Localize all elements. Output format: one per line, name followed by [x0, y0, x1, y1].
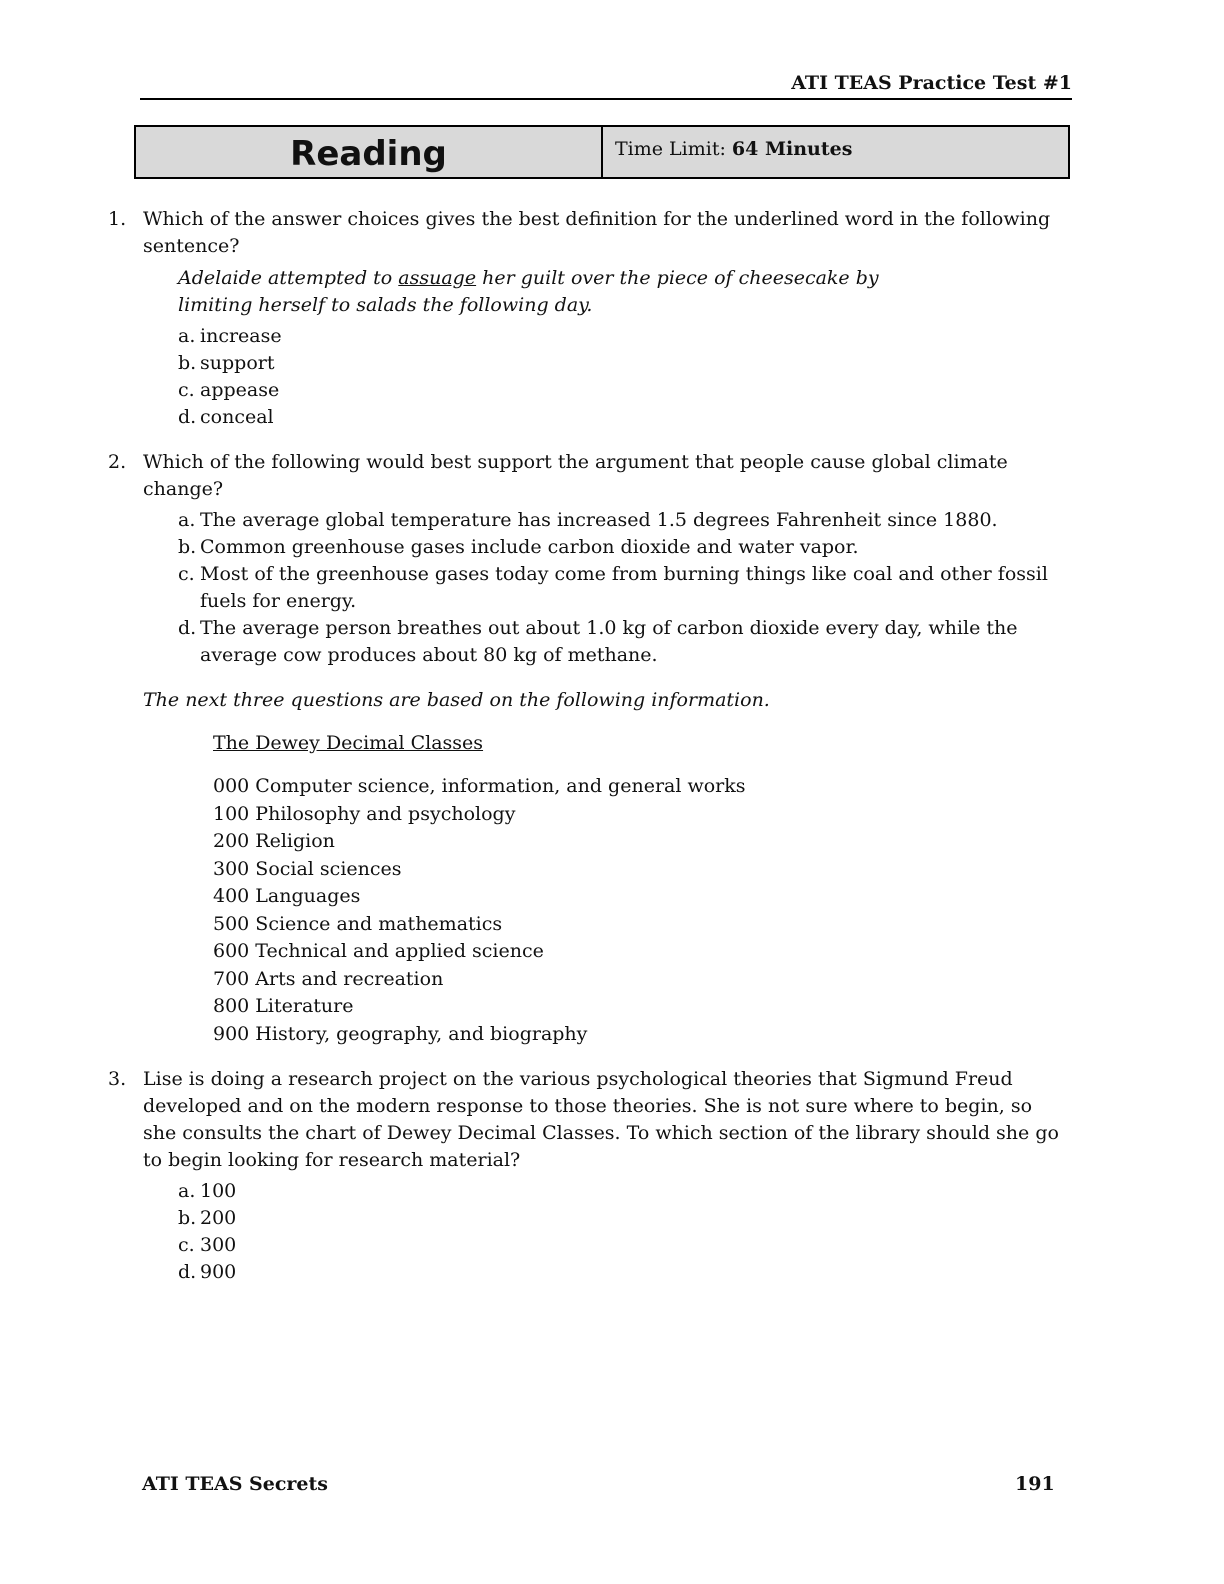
answer-option[interactable]	[178, 323, 1068, 350]
answer-options	[178, 1178, 1068, 1286]
page-content	[108, 206, 1068, 1286]
option-letter: b.	[178, 536, 197, 558]
dewey-class-item: 700 Arts and recreation	[213, 967, 444, 990]
answer-option[interactable]	[178, 561, 1068, 615]
example-sentence	[178, 265, 908, 319]
page-number: 191	[1015, 1473, 1055, 1495]
answer-option[interactable]	[178, 350, 1068, 377]
dewey-class-item: 300 Social sciences	[213, 857, 402, 880]
dewey-class-list	[213, 773, 1068, 1048]
option-letter: d.	[178, 1261, 197, 1283]
answer-option[interactable]	[178, 1205, 1068, 1232]
answer-option[interactable]	[178, 615, 1068, 669]
answer-option[interactable]	[178, 1259, 1068, 1286]
option-text: increase	[200, 325, 282, 347]
option-letter: a.	[178, 1180, 196, 1202]
dewey-class-item: 800 Literature	[213, 995, 354, 1017]
option-text: conceal	[200, 406, 274, 428]
dewey-class-item: 100 Philosophy and psychology	[213, 802, 516, 825]
dewey-class-item: 000 Computer science, information, and general works	[213, 775, 746, 797]
option-letter: c.	[178, 563, 195, 585]
answer-option[interactable]	[178, 404, 1068, 431]
option-text: 200	[200, 1207, 237, 1229]
dewey-class-item: 600 Technical and applied science	[213, 940, 544, 962]
answer-option[interactable]	[178, 1232, 1068, 1259]
option-text: appease	[200, 379, 280, 401]
option-letter: a.	[178, 325, 196, 347]
answer-option[interactable]	[178, 507, 1068, 534]
answer-options	[178, 507, 1068, 669]
underlined-word: assuage	[398, 267, 477, 289]
answer-option[interactable]	[178, 1178, 1068, 1205]
answer-option[interactable]	[178, 377, 1068, 404]
dewey-class-item: 400 Languages	[213, 885, 361, 907]
option-letter: b.	[178, 1207, 197, 1229]
option-text: The average person breathes out about 1.0 kg of carbon dioxide every day, while the average cow produces about 80 kg of methane.	[200, 617, 1018, 666]
option-letter: d.	[178, 617, 197, 639]
time-limit-value: 64 Minutes	[731, 138, 853, 160]
question-1	[108, 206, 1068, 260]
question-number: 3.	[108, 1068, 127, 1090]
answer-option[interactable]	[178, 534, 1068, 561]
dewey-class-item: 200 Religion	[213, 830, 335, 852]
section-title: Reading	[136, 127, 603, 177]
quote-text: her guilt over the piece of cheesecake by limiting herself to salads the following day.	[178, 267, 879, 316]
option-text: support	[200, 352, 275, 374]
time-limit	[603, 127, 852, 177]
option-text: Common greenhouse gases include carbon dioxide and water vapor.	[200, 536, 859, 558]
footer-book-title: ATI TEAS Secrets	[142, 1473, 328, 1495]
option-text: Most of the greenhouse gases today come from burning things like coal and other fossil fuels for energy.	[200, 563, 1048, 612]
question-text: Which of the answer choices gives the best definition for the underlined word in the following sentence?	[143, 208, 1051, 257]
option-letter: a.	[178, 509, 196, 531]
option-letter: b.	[178, 352, 197, 374]
running-header-title: ATI TEAS Practice Test #1	[140, 72, 1072, 100]
dewey-table-title: The Dewey Decimal Classes	[213, 732, 484, 754]
option-letter: c.	[178, 379, 195, 401]
answer-options	[178, 323, 1068, 431]
dewey-class-item: 900 History, geography, and biography	[213, 1022, 588, 1045]
option-text: The average global temperature has increased 1.5 degrees Fahrenheit since 1880.	[200, 509, 998, 531]
passage-intro: The next three questions are based on the following information.	[143, 689, 770, 711]
question-text: Lise is doing a research project on the various psychological theories that Sigmund Freud developed and on the modern response to those theories. She is not sure where to begin, so she consults the chart of Dewey Decimal Classes. To which section of the library should she go to begin looking for research material?	[143, 1068, 1059, 1171]
option-text: 300	[200, 1234, 237, 1256]
question-2	[108, 449, 1068, 503]
option-letter: c.	[178, 1234, 195, 1256]
time-limit-label: Time Limit:	[615, 138, 726, 160]
quote-text: Adelaide attempted to	[178, 267, 399, 289]
option-text: 900	[200, 1261, 237, 1283]
question-number: 2.	[108, 451, 127, 473]
option-text: 100	[200, 1180, 237, 1202]
question-text: Which of the following would best support the argument that people cause global climate change?	[143, 451, 1008, 500]
dewey-class-item: 500 Science and mathematics	[213, 912, 503, 935]
section-header-box	[134, 125, 1070, 179]
question-3	[108, 1066, 1068, 1174]
option-letter: d.	[178, 406, 197, 428]
question-number: 1.	[108, 208, 127, 230]
